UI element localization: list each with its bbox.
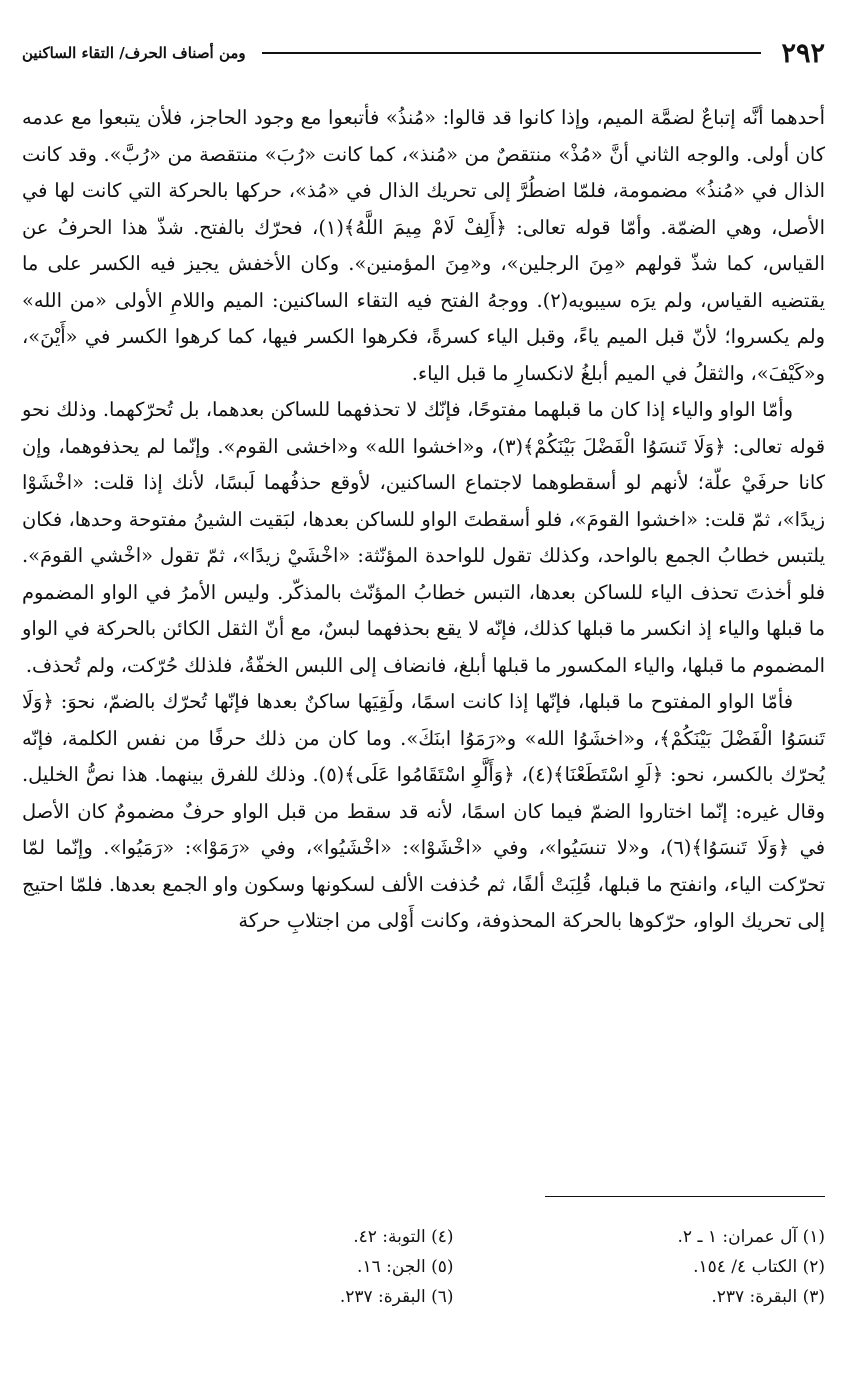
book-page <box>22 0 825 1374</box>
footnote-3: (٣) البقرة: ٢٣٧. <box>711 1287 825 1307</box>
footnote-2: (٢) الكتاب ٤/ ١٥٤. <box>693 1257 825 1277</box>
footnotes <box>82 1222 825 1312</box>
footnotes-left-column <box>82 1222 454 1312</box>
paragraph-1: أحدهما أنَّه إتباعٌ لضمَّة الميم، وإذا كانوا قد قالوا: «مُنذُ» فأتبعوا مع وجود الحاجز، فلأن يتبعوا مع عدمه كان أولى. والوجه الثاني أنَّ «مُذْ» منتقصٌ من «مُنذ»، كما كانت «رُبَ» منتقصة من «رُبَّ». وقد كانت الذال في «مُنذُ» مضمومة، فلمّا اضطُرَّ إلى تحريك الذال في «مُذ»، حركها بالحركة التي كانت لها في الأصل، وهي الضمّة. وأمّا قوله تعالى: ﴿أَلِفْ لَامْ مِيمَ اللَّهُ﴾(١)، فحرّك بالفتح. شذّ هذا الحرفُ عن القياس، كما شذّ قولهم «مِنَ الرجلين»، و«مِنَ المؤمنين». وكان الأخفش يجيز فيه الكسر على ما يقتضيه القياس، ولم يرَه سيبويه(٢). ووجهُ الفتح فيه التقاء الساكنين: الميم واللامِ الأولى «من الله» ولم يكسروا؛ لأنّ قبل الميم ياءً، وقبل الياء كسرةً، فكرهوا الكسر فيها، كما كرهوا الكسر في «أَيْنَ»، و«كَيْفَ»، والثقلُ في الميم أبلغُ لانكسارِ ما قبل الياء. <box>22 106 825 385</box>
footnote-6: (٦) البقرة: ٢٣٧. <box>339 1287 454 1307</box>
footnotes-right-column <box>454 1222 826 1312</box>
footnote-separator <box>545 1196 825 1197</box>
footnote-4: (٤) التوبة: ٤٢. <box>353 1227 454 1247</box>
page-number: ٢٩٢ <box>781 37 825 69</box>
header-rule <box>262 52 762 54</box>
paragraph-3: فأمّا الواو المفتوح ما قبلها، فإنّها إذا كانت اسمًا، ولَقِيَها ساكنٌ بعدها فإنّها تُحرّك بالضمّ، نحوَ: ﴿وَلَا تَنسَوُا الْفَضْلَ بَيْنَكُمْ﴾، و«اخشَوُا الله» و«رَمَوُا ابنَكَ». وما كان من ذلك حرفًا من نفس الكلمة، فإنّه يُحرّك بالكسر، نحو: ﴿لَوِ اسْتَطَعْنَا﴾(٤)، ﴿وَأَلَّوِ اسْتَقَامُوا عَلَى﴾(٥). وذلك للفرق بينهما. هذا نصُّ الخليل. وقال غيره: إنّما اختاروا الضمّ فيما كان اسمًا، لأنه قد سقط من قبل الواو حرفٌ مضمومٌ كان الأصل في ﴿وَلَا تَنسَوُا﴾(٦)، و«لا تنسَيُوا»، وفي «اخْشَوْا»: «اخْشَيُوا»، وفي «رَمَوْا»: «رَمَيُوا». وإنّما لمّا تحرّكت الياء، وانفتح ما قبلها، قُلِبَتْ ألفًا، ثم حُذفت الألف لسكونها وسكون واو الجمع بعدها. فلمّا احتيج إلى تحريك الواو، حرّكوها بالحركة المحذوفة، وكانت أَوْلى من اجتلابِ حركة <box>22 690 825 932</box>
running-title: ومن أصناف الحرف/ التقاء الساكنين <box>22 44 246 62</box>
footnote-5: (٥) الجن: ١٦. <box>357 1257 454 1277</box>
paragraph-2: وأمّا الواو والياء إذا كان ما قبلهما مفتوحًا، فإنّك لا تحذفهما للساكن بعدهما، بل تُحرّكهما. وذلك نحو قوله تعالى: ﴿وَلَا تَنسَوُا الْفَضْلَ بَيْنَكُمْ﴾(٣)، و«اخشوا الله» و«اخشى القوم». وإنّما لم يحذفوهما، وإن كانا حرفَيْ علّة؛ لأنهم لو أسقطوهما لاجتماع الساكنين، لأوقع حذفُهما لَبسًا، لأنك إذا قلت: «اخْشَوْا زيدًا»، ثمّ قلت: «اخشوا القومَ»، فلو أسقطتَ الواو للساكن بعدها، لبَقيت الشينُ مفتوحة وحدها، فكان يلتبس خطابُ الجمع بالواحد، وكذلك تقول للواحدة المؤنّثة: «اخْشَيْ زيدًا»، ثمّ تقول «اخْشي القومَ». فلو أخذتَ تحذف الياء للساكن بعدها، التبس خطابُ المؤنّث بالمذكّر. وليس الأمرُ في الواو المضموم ما قبلها والياء إذ انكسر ما قبلها كذلك، فإنّه لا يقع بحذفهما لبسٌ، مع أنّ الثقل الكائن بالحركة في الواو المضموم ما قبلها، والياء المكسور ما قبلها أبلغ، فانضاف إلى اللبس الخفّةُ، فلذلك حُرّكت، ولم تُحذف. <box>22 398 825 677</box>
footnote-1: (١) آل عمران: ١ ـ ٢. <box>677 1227 825 1247</box>
main-text <box>22 100 825 940</box>
page-header <box>22 34 825 72</box>
